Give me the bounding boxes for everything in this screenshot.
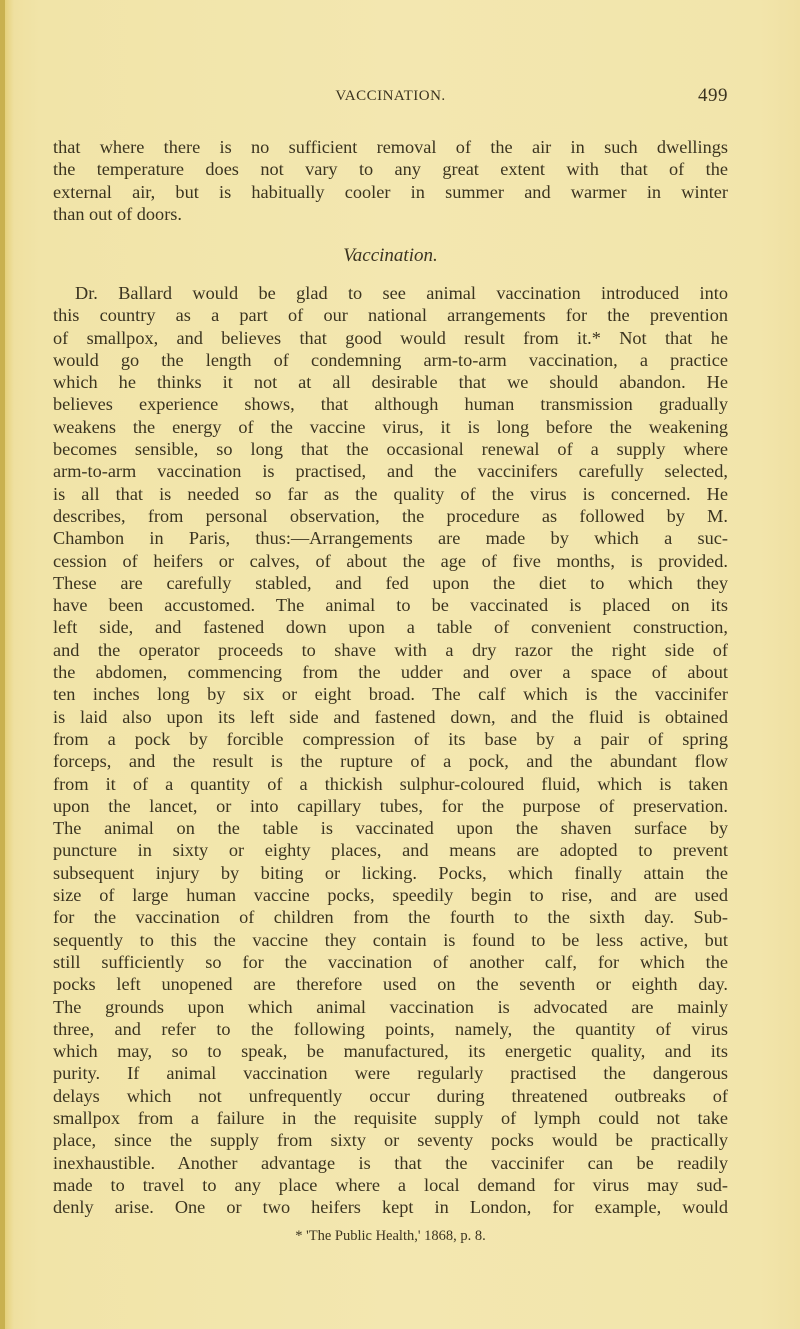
text-line: ten inches long by six or eight broad. The calf which is the vaccinifer: [53, 684, 728, 705]
section-heading: Vaccination.: [343, 245, 438, 266]
text-line: becomes sensible, so long that the occasional renewal of a supply where: [53, 439, 728, 460]
running-title: VACCINATION.: [335, 88, 446, 104]
text-line: purity. If animal vaccination were regularly practised the dangerous: [53, 1063, 728, 1084]
text-line: denly arise. One or two heifers kept in London, for example, would: [53, 1197, 728, 1218]
text-line: The animal on the table is vaccinated upon the shaven surface by: [53, 818, 728, 839]
text-line: delays which not unfrequently occur during threatened outbreaks of: [53, 1085, 728, 1106]
text-line: from it of a quantity of a thickish sulphur-coloured fluid, which is taken: [53, 773, 728, 794]
text-line: weakens the energy of the vaccine virus, it is long before the weakening: [53, 416, 728, 437]
text-line: arm-to-arm vaccination is practised, and the vaccinifers carefully selected,: [53, 461, 728, 482]
text-line: left side, and fastened down upon a table of convenient construction,: [53, 617, 728, 638]
text-line: the abdomen, commencing from the udder and over a space of about: [53, 662, 728, 683]
text-line: three, and refer to the following points, namely, the quantity of virus: [53, 1018, 728, 1039]
text-line: made to travel to any place where a local demand for virus may sud-: [53, 1174, 728, 1195]
text-line: cession of heifers or calves, of about the age of five months, is provided.: [53, 550, 728, 571]
text-line: smallpox from a failure in the requisite supply of lymph could not take: [53, 1107, 728, 1128]
text-line: sequently to this the vaccine they contain is found to be less active, but: [53, 929, 728, 950]
text-line: would go the length of condemning arm-to-arm vaccination, a practice: [53, 349, 728, 370]
footnote: * 'The Public Health,' 1868, p. 8.: [295, 1228, 486, 1244]
text-line: inexhaustible. Another advantage is that the vaccinifer can be readily: [53, 1152, 728, 1173]
page-binding-edge: [0, 0, 5, 1329]
page-number: 499: [698, 85, 728, 106]
text-line: external air, but is habitually cooler in summer and warmer in winter: [53, 181, 728, 202]
text-line: still sufficiently so for the vaccination of another calf, for which the: [53, 951, 728, 972]
text-line: have been accustomed. The animal to be vaccinated is placed on its: [53, 595, 728, 616]
text-line: describes, from personal observation, the procedure as followed by M.: [53, 505, 728, 526]
text-line: pocks left unopened are therefore used on the seventh or eighth day.: [53, 974, 728, 995]
text-line: that where there is no sufficient removal of the air in such dwellings: [53, 137, 728, 157]
text-line: Chambon in Paris, thus:—Arrangements are made by which a suc-: [53, 528, 728, 549]
text-line: forceps, and the result is the rupture of a pock, and the abundant flow: [53, 751, 728, 772]
text-line: and the operator proceeds to shave with a dry razor the right side of: [53, 639, 728, 660]
text-line: believes experience shows, that although human transmission gradually: [53, 394, 728, 415]
text-line: upon the lancet, or into capillary tubes, for the purpose of preservation.: [53, 795, 728, 816]
text-line: subsequent injury by biting or licking. Pocks, which finally attain the: [53, 862, 728, 883]
text-line: is all that is needed so far as the quality of the virus is concerned. He: [53, 483, 728, 504]
text-line: which he thinks it not at all desirable that we should abandon. He: [53, 372, 728, 393]
text-line: place, since the supply from sixty or seventy pocks would be practically: [53, 1130, 728, 1151]
text-line: puncture in sixty or eighty places, and means are adopted to prevent: [53, 840, 728, 861]
text-line: size of large human vaccine pocks, speedily begin to rise, and are used: [53, 885, 728, 906]
text-line: Dr. Ballard would be glad to see animal vaccination introduced into: [75, 283, 728, 303]
paragraph-1: [53, 136, 728, 225]
text-line: this country as a part of our national arrangements for the prevention: [53, 305, 728, 326]
text-line: the temperature does not vary to any great extent with that of the: [53, 159, 728, 180]
text-line: of smallpox, and believes that good would result from it.* Not that he: [53, 327, 728, 348]
text-line: than out of doors.: [53, 203, 182, 224]
text-line: which may, so to speak, be manufactured, its energetic quality, and its: [53, 1041, 728, 1062]
text-line: The grounds upon which animal vaccination is advocated are mainly: [53, 996, 728, 1017]
text-line: These are carefully stabled, and fed upon the diet to which they: [53, 572, 728, 593]
running-header: [53, 85, 728, 112]
text-line: for the vaccination of children from the fourth to the sixth day. Sub-: [53, 907, 728, 928]
paragraph-2: [53, 282, 728, 1218]
text-line: is laid also upon its left side and fastened down, and the fluid is obtained: [53, 706, 728, 727]
text-line: from a pock by forcible compression of its base by a pair of spring: [53, 728, 728, 749]
